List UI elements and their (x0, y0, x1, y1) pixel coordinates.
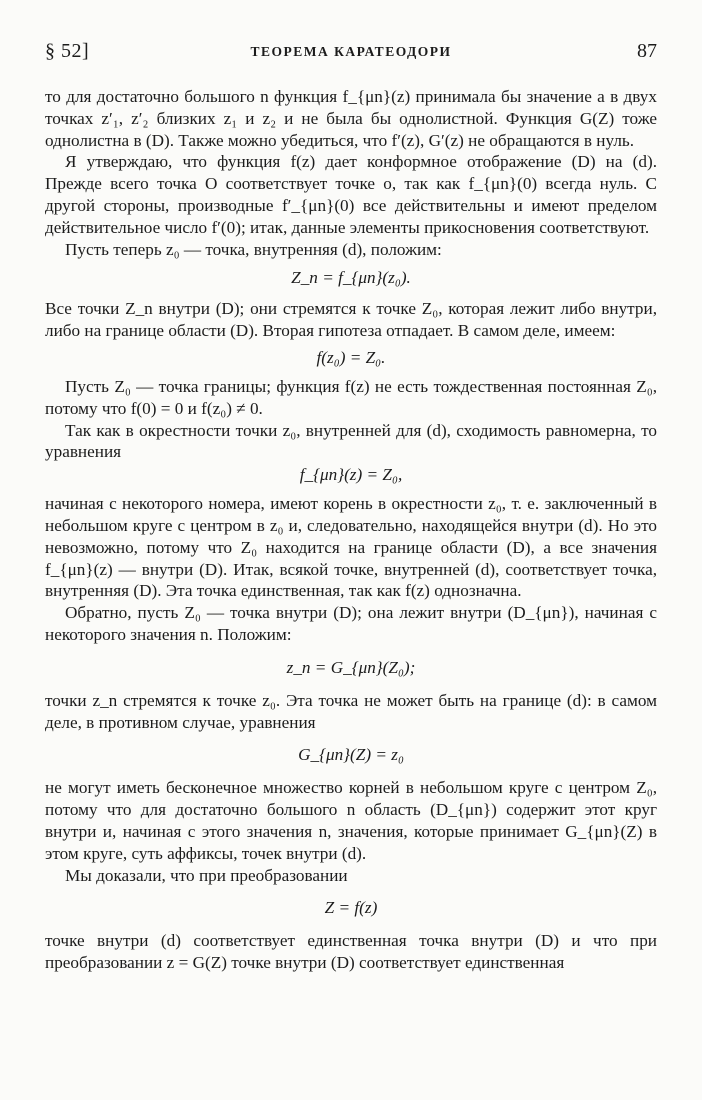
paragraph: начиная с некоторого номера, имеют корень в окрестности z₀, т. е. заключенный в небольшом круге с центром в z₀ и, следовательно, находящейся внутри (d). Но это невозможно, потому что Z₀ находится на границе области (D), а все значения f_{μn}(z) — внутри (D). Итак, всякой точке, внутренней (d), соответствует точка, внутренняя (D). Эта точка единственная, так как f(z) однозначна. (45, 494, 657, 601)
display-formula: f_{μn}(z) = Z₀, (299, 465, 403, 485)
running-header (45, 40, 657, 66)
display-formula: G_{μn}(Z) = z₀ (298, 745, 404, 765)
paragraph: то для достаточно большого n функция f_{μn}(z) принимала бы значение a в двух точках z′₁, z′₂ близких z₁ и z₂ и не была бы однолистной. Функция G(Z) тоже однолистна в (D). Также можно убедиться, что f′(z), G′(z) не обращаются в нуль. (45, 87, 657, 150)
page-number: 87 (637, 40, 657, 62)
paragraph: Так как в окрестности точки z₀, внутренней для (d), сходимость равномерна, то уравнения (45, 420, 657, 462)
paragraph: точки z_n стремятся к точке z₀. Эта точка не может быть на границе (d): в самом деле, в противном случае, уравнения (45, 690, 657, 732)
paragraph: Все точки Z_n внутри (D); они стремятся к точке Z₀, которая лежит либо внутри, либо на границе области (D). Вторая гипотеза отпадает. В самом деле, имеем: (45, 299, 657, 341)
paragraph: Обратно, пусть Z₀ — точка внутри (D); она лежит внутри (D_{μn}), начиная с некоторого значения n. Положим: (45, 603, 657, 644)
paragraph: Пусть Z₀ — точка границы; функция f(z) не есть тождественная постоянная Z₀, потому что f(0) = 0 и f(z₀) ≠ 0. (45, 376, 657, 418)
paragraph: Мы доказали, что при преобразовании (65, 865, 348, 885)
paragraph: не могут иметь бесконечное множество корней в небольшом круге с центром Z₀, потому что для достаточно большого n область (D_{μn}) содержит этот круг внутри и, начиная с этого значения n, значения, которые принимает G_{μn}(Z) в этом круге, суть аффиксы, точек внутри (d). (45, 778, 657, 863)
paragraph: Я утверждаю, что функция f(z) дает конформное отображение (D) на (d). Прежде всего точка O соответствует точке o, так как f_{μn}(0) всегда нуль. С другой стороны, производные f′_{μn}(0) все действительны и имеют пределом действительное число f′(0); итак, данные элементы прикосновения соответствуют. (45, 152, 657, 237)
paragraph: точке внутри (d) соответствует единственная точка внутри (D) и что при преобразовании z = G(Z) точке внутри (D) соответствует единственная (45, 931, 657, 973)
running-title: ТЕОРЕМА КАРАТЕОДОРИ (250, 44, 452, 59)
display-formula: z_n = G_{μn}(Z₀); (286, 657, 416, 677)
display-formula: f(z₀) = Z₀. (316, 347, 386, 367)
display-formula: Z_n = f_{μn}(z₀). (291, 268, 411, 288)
display-formula: Z = f(z) (324, 898, 378, 918)
section-marker: § 52] (45, 40, 90, 62)
paragraph: Пусть теперь z₀ — точка, внутренняя (d), положим: (65, 239, 442, 259)
page-body (45, 86, 657, 974)
